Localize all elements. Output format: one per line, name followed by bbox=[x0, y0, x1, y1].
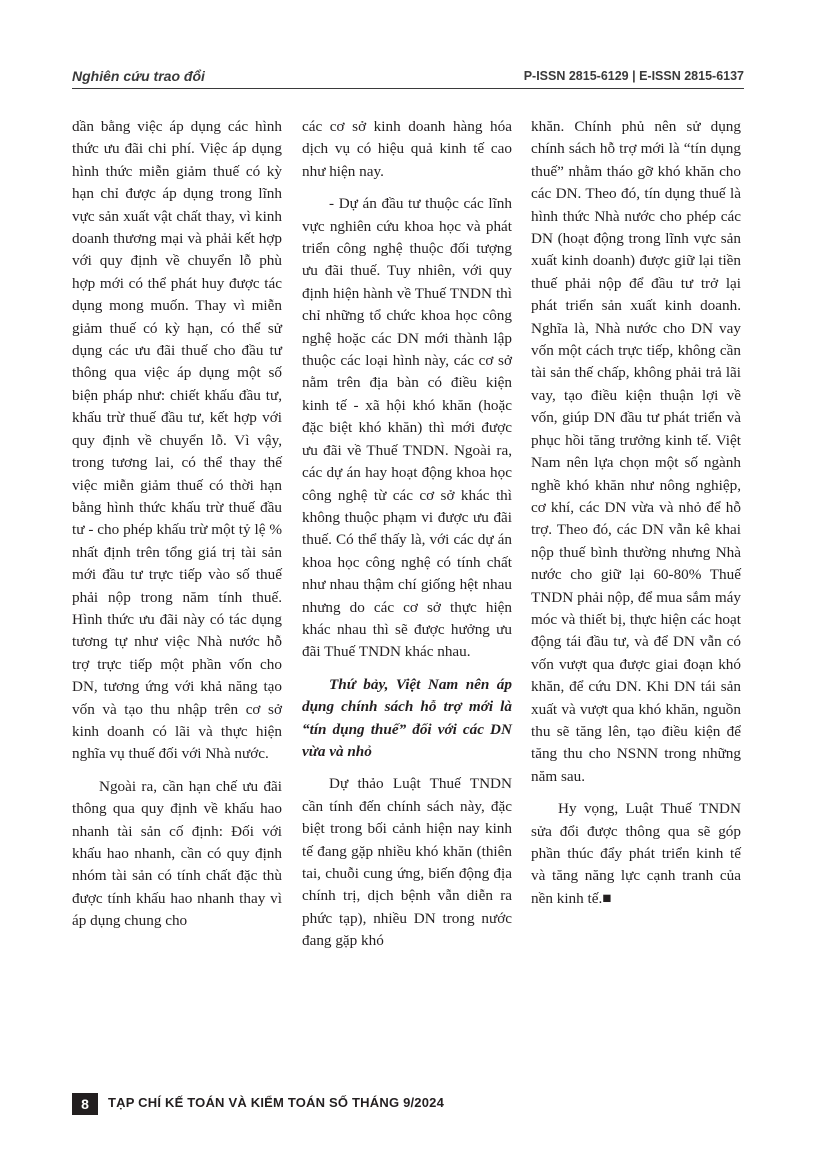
running-footer bbox=[72, 1093, 744, 1115]
text-column-1 bbox=[72, 116, 282, 933]
text-column-3 bbox=[531, 116, 741, 910]
paragraph: Ngoài ra, cần hạn chế ưu đãi thông qua quy định về khấu hao nhanh tài sản cố định: Đối với khấu hao nhanh, cần có quy định nhóm tài sản có tính chất đặc thù được tính khấu hao nhanh thay vì áp dụng chung cho bbox=[72, 777, 282, 930]
issn-label: P-ISSN 2815-6129 | E-ISSN 2815-6137 bbox=[523, 69, 744, 83]
section-label: Nghiên cứu trao đổi bbox=[72, 68, 205, 84]
page-number: 8 bbox=[72, 1093, 98, 1115]
journal-title: TẠP CHÍ KẾ TOÁN VÀ KIỂM TOÁN SỐ THÁNG 9/2024 bbox=[108, 1095, 445, 1110]
section-heading: Thứ bảy, Việt Nam nên áp dụng chính sách hỗ trợ mới là “tín dụng thuế” đối với các DN vừa và nhỏ bbox=[302, 675, 512, 760]
header-rule bbox=[72, 88, 744, 89]
text-column-2 bbox=[302, 116, 512, 953]
paragraph: khăn. Chính phủ nên sử dụng chính sách hỗ trợ mới là “tín dụng thuế” nhằm tháo gỡ khó khăn cho các DN. Theo đó, tín dụng thuế là hình thức Nhà nước cho phép các DN (hoạt động trong lĩnh vực sản xuất kinh doanh) được giữ lại tiền thuế phải nộp để đầu tư trở lại phát triển sản xuất kinh doanh. Nghĩa là, Nhà nước cho DN vay vốn một cách trực tiếp, không cần tài sản thế chấp, không phải trả lãi vay, tạo điều kiện thuận lợi về vốn, giúp DN đầu tư phát triển và phục hồi tăng trưởng kinh tế. Việt Nam nên lựa chọn một số ngành nghề khó khăn như nông nghiệp, cơ khí, các DN vừa và nhỏ để hỗ trợ. Theo đó, các DN vẫn kê khai nộp thuế bình thường nhưng Nhà nước cho giữ lại 60-80% Thuế TNDN phải nộp, để mua sắm máy móc và thiết bị, thực hiện các hoạt động tái đầu tư, và để DN vẫn có vốn vượt qua được giai đoạn khó khăn, để cứu DN. Khi DN tái sản xuất và vượt qua khó khăn, nguồn thu sẽ tăng lên, tạo điều kiện để tăng thu cho NSNN trong những năm sau. bbox=[531, 118, 741, 785]
paragraph: các cơ sở kinh doanh hàng hóa dịch vụ có hiệu quả kinh tế cao như hiện nay. bbox=[302, 118, 512, 180]
paragraph: - Dự án đầu tư thuộc các lĩnh vực nghiên cứu khoa học và phát triển công nghệ thuộc đối tượng ưu đãi thuế. Tuy nhiên, với quy định hiện hành về Thuế TNDN thì chỉ những tổ chức khoa học công nghệ hoặc các DN mới thành lập thuộc các loại hình này, các cơ sở nằm trên địa bàn có điều kiện kinh tế - xã hội khó khăn (hoặc đặc biệt khó khăn) thì mới được ưu đãi về Thuế TNDN. Ngoài ra, các dự án hay hoạt động khoa học công nghệ từ các cơ sở khác thì không thuộc phạm vi được ưu đãi thuế. Có thể thấy là, với các dự án khoa học công nghệ có tính chất như nhau thậm chí giống hệt nhau nhưng do các cơ sở thực hiện khác nhau thì sẽ được hưởng ưu đãi Thuế TNDN khác nhau. bbox=[302, 195, 512, 661]
paragraph: Hy vọng, Luật Thuế TNDN sửa đổi được thông qua sẽ góp phần thúc đẩy phát triển kinh tế và tăng năng lực cạnh tranh của nền kinh tế.■ bbox=[531, 800, 741, 907]
paragraph: dần bằng việc áp dụng các hình thức ưu đãi chi phí. Việc áp dụng hình thức miễn giảm thuế có kỳ hạn chỉ được áp dụng trong lĩnh vực sản xuất vật chất thay, vì kinh doanh thương mại và phải kết hợp với quy định về chuyển lỗ phù hợp mới có thể phát huy được tác dụng mong muốn. Thay vì miễn giảm thuế có kỳ hạn, có thể sử dụng các ưu đãi thuế cho đầu tư thông qua việc áp dụng một số biện pháp như: chiết khấu đầu tư, khấu trừ thuế đầu tư, kết hợp với quy định về chuyển lỗ. Vì vậy, trong tương lai, có thể thay thế việc miễn giảm thuế có thời hạn bằng hình thức khấu trừ thuế đầu tư - cho phép khấu trừ một tỷ lệ % nhất định trên tổng giá trị tài sản mới đầu tư trực tiếp vào số thuế phải nộp trong năm tính thuế. Hình thức ưu đãi này có tác dụng tương tự như việc Nhà nước hỗ trợ trực tiếp một phần vốn cho DN, tương ứng với khả năng tạo vốn và tạo thu nhập trên cơ sở kinh doanh có lãi và thực hiện nghĩa vụ thuế đối với Nhà nước. bbox=[72, 118, 282, 763]
running-header bbox=[72, 66, 744, 88]
paragraph: Dự thảo Luật Thuế TNDN cần tính đến chính sách này, đặc biệt trong bối cảnh hiện nay kinh tế đang gặp nhiều khó khăn (thiên tai, chuỗi cung ứng, biến động địa chính trị, dịch bệnh vẫn diễn ra phức tạp), nhiều DN trong nước đang gặp khó bbox=[302, 775, 512, 950]
